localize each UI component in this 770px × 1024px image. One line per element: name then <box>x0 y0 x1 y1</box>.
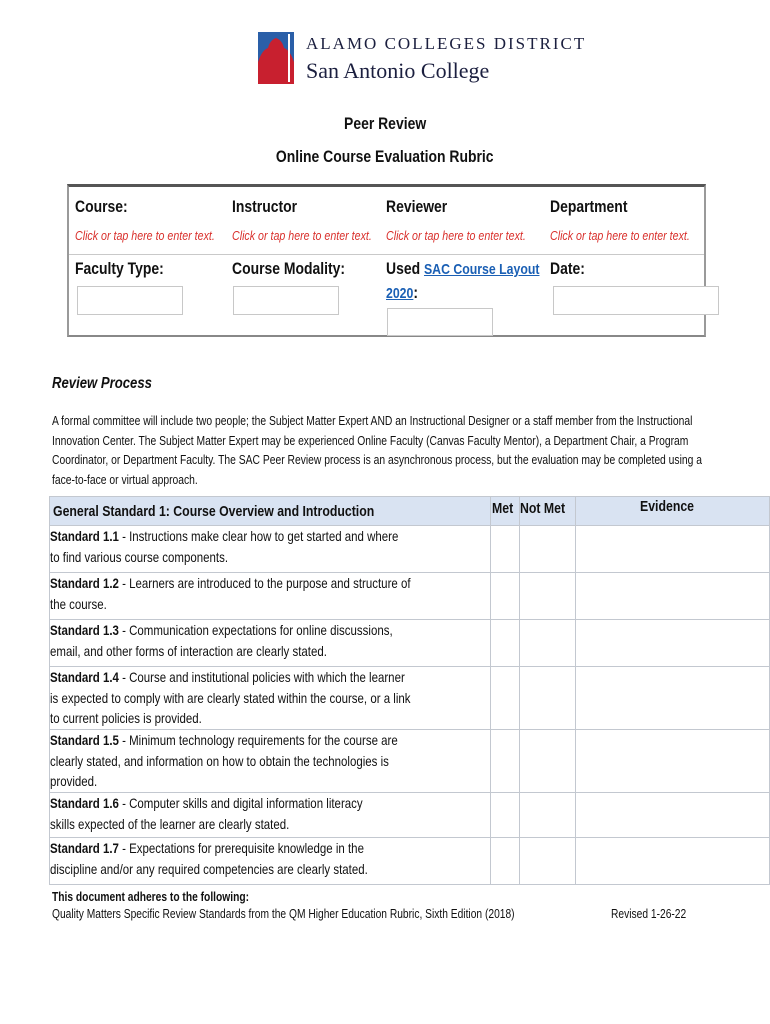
general-standard-header: General Standard 1: Course Overview and Introduction <box>50 497 491 526</box>
qm-source-note: Quality Matters Specific Review Standards from the QM Higher Education Rubric, Sixth Edition (2018) <box>52 907 515 921</box>
standard-1-6: Standard 1.6 - Computer skills and digital information literacy skills expected of the learner are clearly stated. <box>50 793 491 838</box>
table-row <box>50 838 770 885</box>
rubric-header-row <box>50 497 770 526</box>
not-met-cell-1-3[interactable] <box>520 620 576 667</box>
table-row <box>50 526 770 573</box>
table-row <box>50 573 770 620</box>
district-name: ALAMO COLLEGES DISTRICT <box>306 34 587 53</box>
reviewer-field[interactable]: Click or tap here to enter text. <box>386 228 526 243</box>
evidence-cell-1-2[interactable] <box>576 573 770 620</box>
standard-1-4: Standard 1.4 - Course and institutional policies with which the learner is expected to comply with are clearly stated within the course, or a link to current policies is provided. <box>50 667 491 730</box>
evidence-cell-1-6[interactable] <box>576 793 770 838</box>
course-modality-input[interactable] <box>233 286 339 315</box>
used-label-line2: 2020: <box>386 283 419 302</box>
table-row <box>50 730 770 793</box>
not-met-cell-1-7[interactable] <box>520 838 576 885</box>
evidence-header: Evidence <box>576 497 770 526</box>
reviewer-label: Reviewer <box>386 197 448 216</box>
met-cell-1-7[interactable] <box>490 838 520 885</box>
not-met-cell-1-2[interactable] <box>520 573 576 620</box>
table-row <box>50 620 770 667</box>
date-label: Date: <box>550 259 585 278</box>
evidence-cell-1-7[interactable] <box>576 838 770 885</box>
course-info-box <box>67 184 706 337</box>
sac-course-layout-link-2020[interactable]: 2020 <box>386 285 414 302</box>
table-row <box>50 667 770 730</box>
table-row <box>50 793 770 838</box>
course-modality-label: Course Modality: <box>232 259 346 278</box>
review-process-text: A formal committee will include two people; the Subject Matter Expert AND an Instructional Designer or a staff member from the Instructional Innovation Center. The Subject Matter Expert may be experienced Online Faculty (Canvas Faculty Mentor), a Department Chair, a Program Coordinator, or Department Faculty. The SAC Peer Review process is an asynchronous process, but the evaluation may be completed using a face-to-face or virtual approach. <box>52 414 702 487</box>
met-header: Met <box>490 497 520 526</box>
met-cell-1-1[interactable] <box>490 526 520 573</box>
page-title: Peer Review <box>343 114 427 133</box>
college-logo <box>258 32 587 88</box>
standard-1-7: Standard 1.7 - Expectations for prerequisite knowledge in the discipline and/or any required competencies are clearly stated. <box>50 838 491 885</box>
instructor-field[interactable]: Click or tap here to enter text. <box>232 228 372 243</box>
department-field[interactable]: Click or tap here to enter text. <box>550 228 690 243</box>
not-met-cell-1-5[interactable] <box>520 730 576 793</box>
evidence-cell-1-5[interactable] <box>576 730 770 793</box>
sac-course-layout-link[interactable]: SAC Course Layout <box>423 261 540 278</box>
standard-1-5: Standard 1.5 - Minimum technology requirements for the course are clearly stated, and information on how to obtain the technologies is provided. <box>50 730 491 793</box>
evidence-cell-1-3[interactable] <box>576 620 770 667</box>
rubric-table <box>49 496 770 885</box>
evidence-cell-1-1[interactable] <box>576 526 770 573</box>
met-cell-1-5[interactable] <box>490 730 520 793</box>
not-met-cell-1-4[interactable] <box>520 667 576 730</box>
college-name: San Antonio College <box>306 58 490 83</box>
page-subtitle: Online Course Evaluation Rubric <box>276 147 494 166</box>
instructor-label: Instructor <box>232 197 298 216</box>
department-label: Department <box>550 197 628 216</box>
info-divider <box>69 254 704 255</box>
standard-1-1: Standard 1.1 - Instructions make clear how to get started and where to find various course components. <box>50 526 491 573</box>
used-label: Used SAC Course Layout <box>386 259 540 278</box>
standard-1-2: Standard 1.2 - Learners are introduced to the purpose and structure of the course. <box>50 573 491 620</box>
date-input[interactable] <box>553 286 719 315</box>
faculty-type-label: Faculty Type: <box>75 259 164 278</box>
standard-1-3: Standard 1.3 - Communication expectations for online discussions, email, and other forms of interaction are clearly stated. <box>50 620 491 667</box>
met-cell-1-3[interactable] <box>490 620 520 667</box>
adheres-note: This document adheres to the following: <box>52 890 250 904</box>
met-cell-1-6[interactable] <box>490 793 520 838</box>
met-cell-1-4[interactable] <box>490 667 520 730</box>
not-met-header: Not Met <box>520 497 576 526</box>
review-process-heading: Review Process <box>52 375 152 392</box>
alamo-mission-icon <box>258 32 294 84</box>
not-met-cell-1-6[interactable] <box>520 793 576 838</box>
not-met-cell-1-1[interactable] <box>520 526 576 573</box>
evidence-cell-1-4[interactable] <box>576 667 770 730</box>
met-cell-1-2[interactable] <box>490 573 520 620</box>
revised-date: Revised 1-26-22 <box>611 907 687 921</box>
course-field[interactable]: Click or tap here to enter text. <box>75 228 215 243</box>
course-label: Course: <box>75 197 128 216</box>
used-layout-input[interactable] <box>387 308 493 336</box>
faculty-type-input[interactable] <box>77 286 183 315</box>
